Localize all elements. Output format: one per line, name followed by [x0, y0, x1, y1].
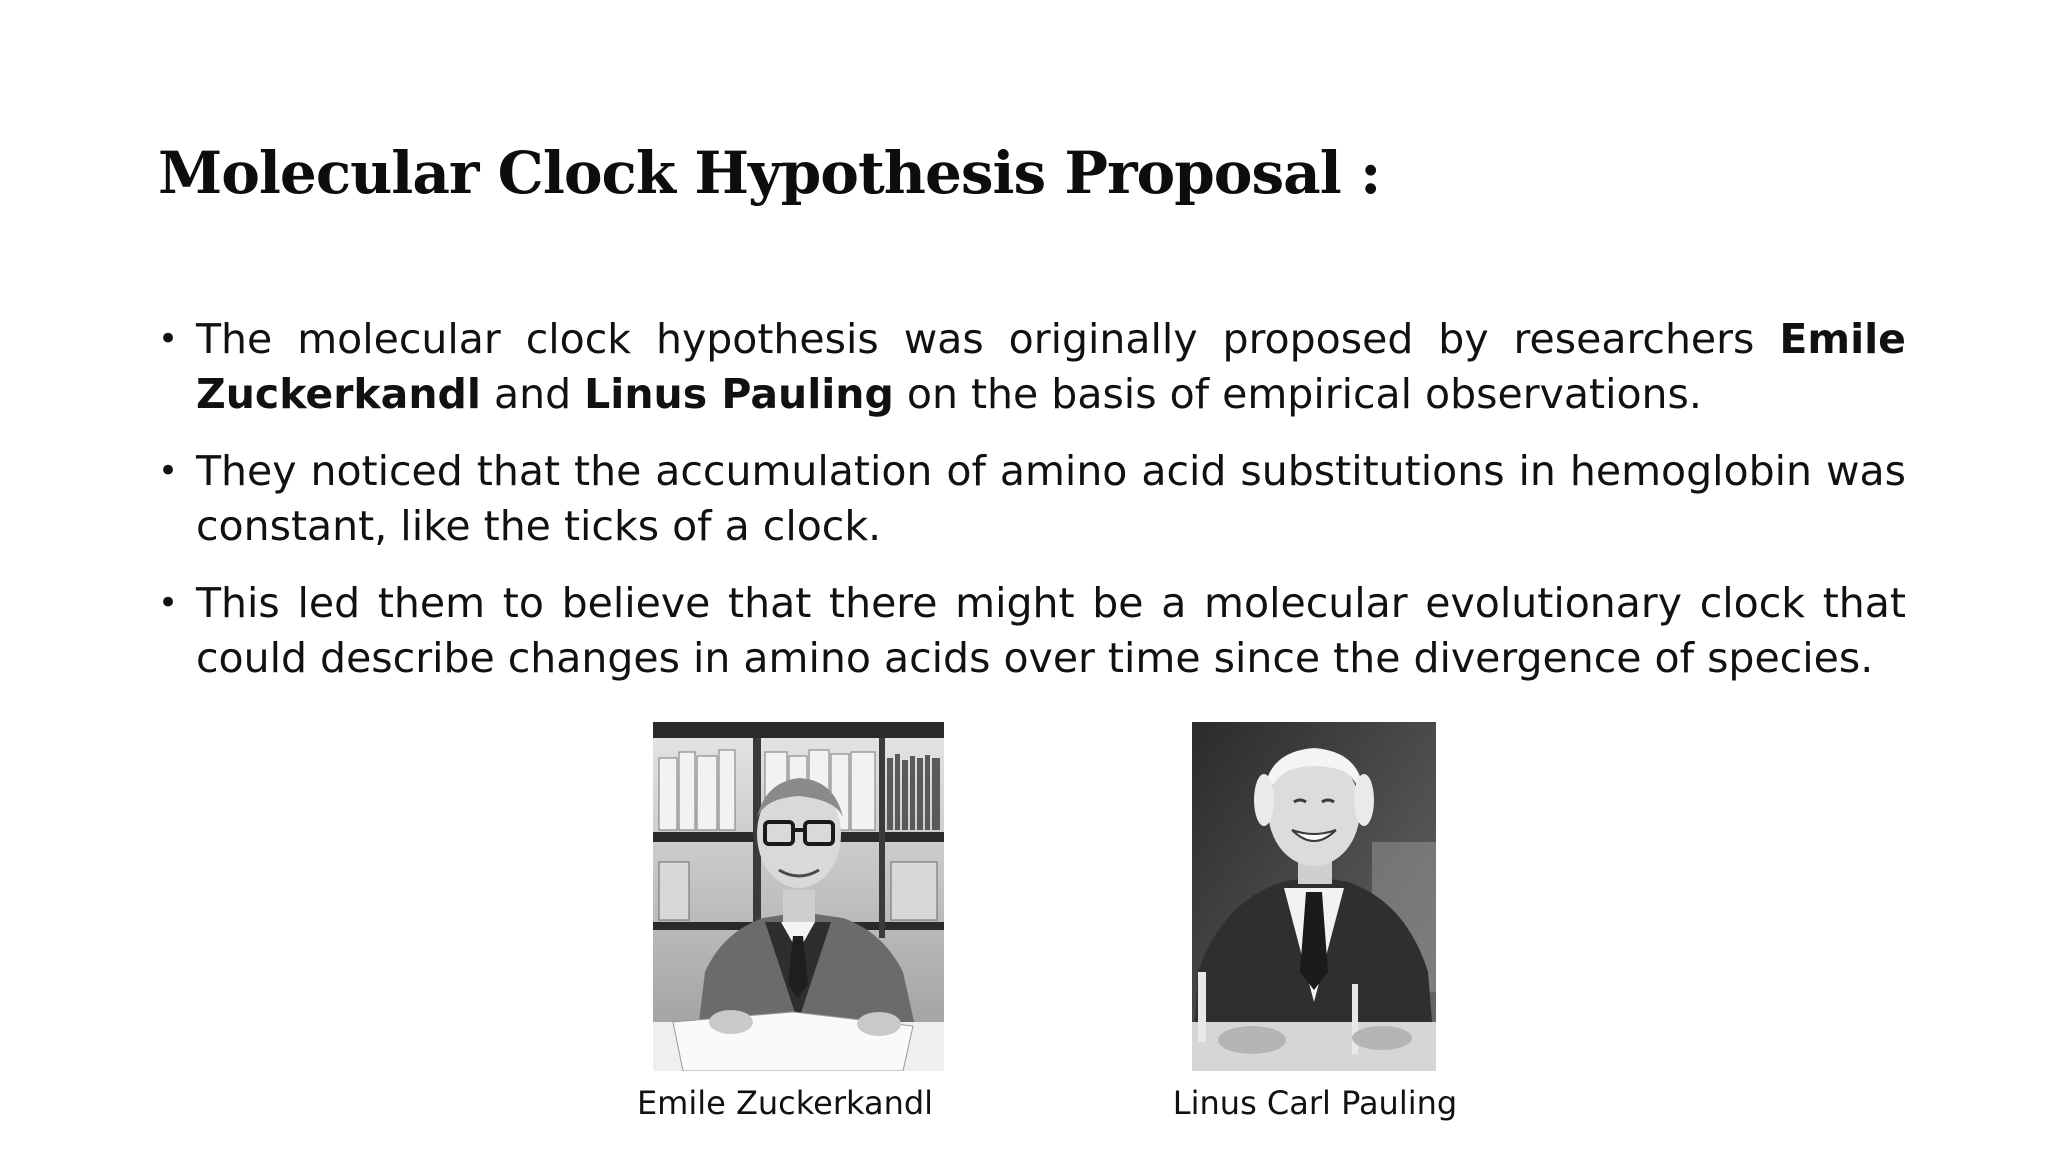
bullet-marker: •: [158, 319, 179, 359]
portrait-photo-pauling: [1192, 722, 1436, 1071]
photo-caption-pauling: Linus Carl Pauling: [1172, 1084, 1458, 1122]
bullet-item-2: [158, 444, 1906, 554]
bullet-text-segment: They noticed that the accumulation of amino acid substitutions in hemoglobin was constant, like the ticks of a clock.: [196, 447, 1906, 550]
bullet-bold-name: Emile Zuckerkandl: [196, 315, 1906, 418]
bullet-item-1: [158, 312, 1906, 422]
photo-caption-zuckerkandl: Emile Zuckerkandl: [636, 1084, 934, 1122]
bullet-marker: •: [158, 451, 179, 491]
bullet-text-segment: This led them to believe that there might be a molecular evolutionary clock that could describe changes in amino acids over time since the divergence of species.: [196, 579, 1906, 682]
bullet-item-3: [158, 576, 1906, 686]
bullet-bold-name: Linus Pauling: [584, 370, 894, 418]
slide-title: Molecular Clock Hypothesis Proposal :: [158, 139, 1381, 207]
bullet-list: [158, 312, 1906, 708]
bullet-text-segment: and: [480, 370, 585, 418]
portrait-photo-zuckerkandl: [653, 722, 944, 1071]
bullet-text-segment: The molecular clock hypothesis was originally proposed by researchers: [196, 315, 1780, 363]
bullet-marker: •: [158, 583, 179, 623]
bullet-text-segment: on the basis of empirical observations.: [893, 370, 1702, 418]
